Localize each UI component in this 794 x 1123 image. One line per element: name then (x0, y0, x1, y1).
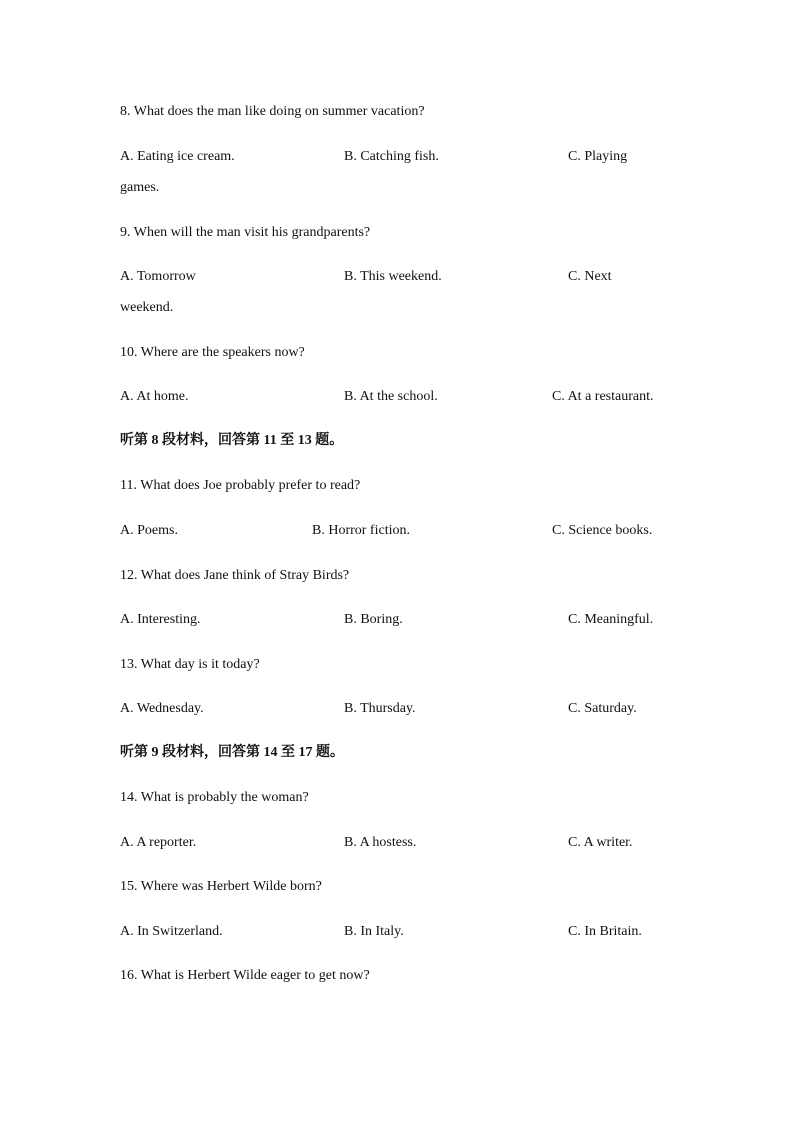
q14-option-b: B. A hostess. (344, 835, 417, 850)
q8-option-a: A. Eating ice cream. (120, 149, 235, 164)
q12-option-b: B. Boring. (344, 612, 403, 627)
question-10: 10. Where are the speakers now? (120, 345, 305, 360)
q13-option-c: C. Saturday. (568, 701, 637, 716)
q10-option-b: B. At the school. (344, 389, 438, 404)
q9-option-a: A. Tomorrow (120, 269, 196, 284)
question-8: 8. What does the man like doing on summer vacation? (120, 104, 425, 119)
q11-option-a: A. Poems. (120, 523, 178, 538)
question-13: 13. What day is it today? (120, 657, 260, 672)
q9-option-c: C. Next (568, 269, 612, 284)
q9-option-b: B. This weekend. (344, 269, 442, 284)
q11-option-c: C. Science books. (552, 523, 653, 538)
q12-option-c: C. Meaningful. (568, 612, 654, 627)
question-16: 16. What is Herbert Wilde eager to get now? (120, 968, 370, 983)
q14-option-c: C. A writer. (568, 835, 633, 850)
q10-option-c: C. At a restaurant. (552, 389, 654, 404)
q15-option-a: A. In Switzerland. (120, 924, 223, 939)
question-15: 15. Where was Herbert Wilde born? (120, 879, 322, 894)
question-9: 9. When will the man visit his grandparents? (120, 225, 371, 240)
q15-option-c: C. In Britain. (568, 924, 642, 939)
q14-option-a: A. A reporter. (120, 835, 197, 850)
q12-option-a: A. Interesting. (120, 612, 201, 627)
q10-option-a: A. At home. (120, 389, 189, 404)
q11-option-b: B. Horror fiction. (312, 523, 410, 538)
section-heading-9: 听第 9 段材料，回答第 14 至 17 题。 (120, 745, 344, 760)
section-heading-8: 听第 8 段材料，回答第 11 至 13 题。 (120, 433, 344, 448)
question-14: 14. What is probably the woman? (120, 790, 309, 805)
q8-option-b: B. Catching fish. (344, 149, 439, 164)
q9-option-c-continued: weekend. (120, 300, 174, 315)
q8-option-c-continued: games. (120, 180, 160, 195)
q13-option-a: A. Wednesday. (120, 701, 204, 716)
q15-option-b: B. In Italy. (344, 924, 404, 939)
q8-option-c: C. Playing (568, 149, 628, 164)
q13-option-b: B. Thursday. (344, 701, 416, 716)
question-11: 11. What does Joe probably prefer to read? (120, 478, 361, 493)
question-12: 12. What does Jane think of Stray Birds? (120, 568, 350, 583)
